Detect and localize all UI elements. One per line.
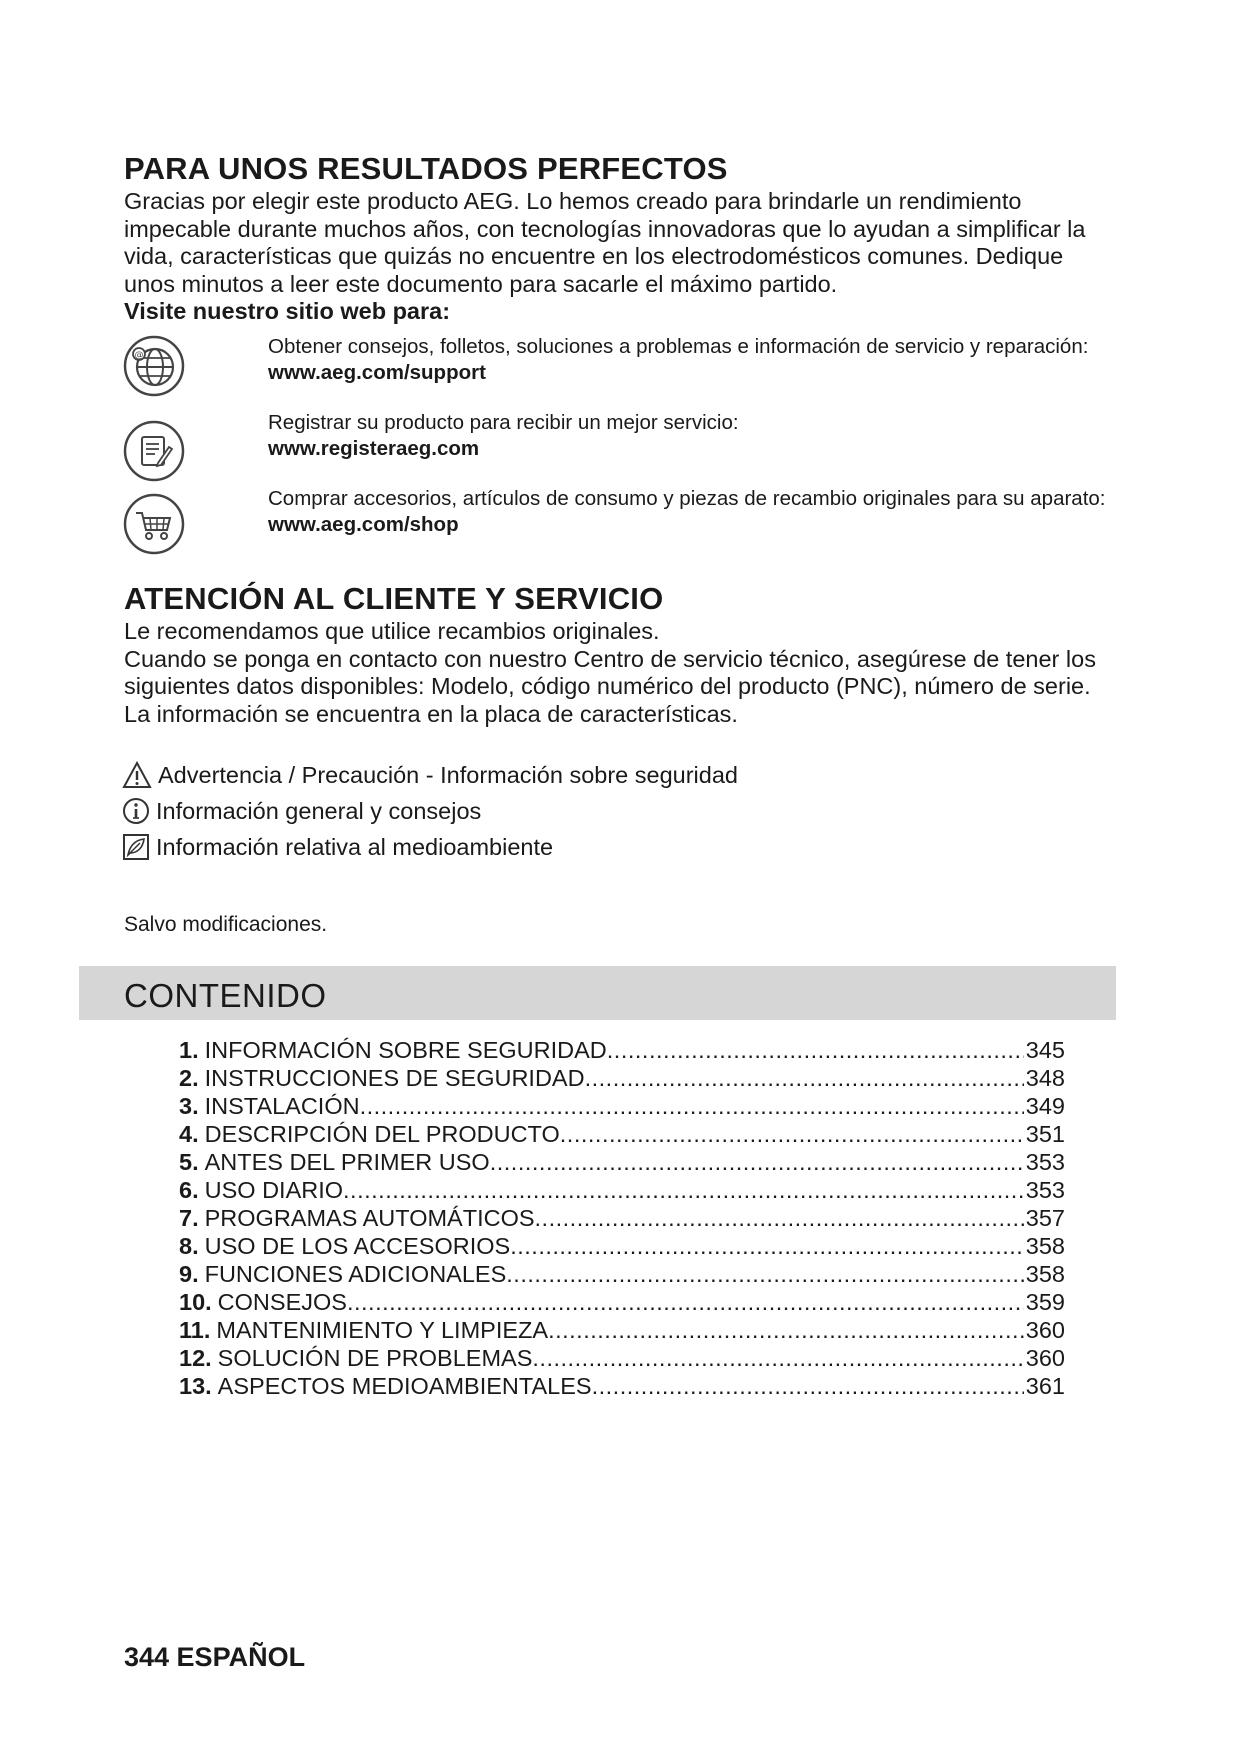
toc-item-number: 6. <box>179 1177 199 1203</box>
toc-item[interactable] <box>179 1148 1065 1176</box>
web-item-text: Registrar su producto para recibir un mejor servicio: <box>268 411 739 434</box>
register-link[interactable]: www.registeraeg.com <box>268 437 480 460</box>
intro-text: Gracias por elegir este producto AEG. Lo hemos creado para brindarle un rendimiento impecable durante muchos años, con tecnologías innovadoras que lo ayudan a simplificar la vida, características que quizás no encuentre en los electrodomésticos comunes. Dedique unos minutos a leer este documento para sacarle el máximo partido. <box>124 188 1086 297</box>
web-item-text: Obtener consejos, folletos, soluciones a problemas e información de servicio y reparación: <box>268 335 1089 358</box>
toc-item-page: 358 <box>1025 1261 1065 1287</box>
toc-leader <box>347 1288 1024 1316</box>
toc-item[interactable] <box>179 1232 1065 1260</box>
toc-item-page: 353 <box>1025 1177 1065 1203</box>
toc-item-label: CONSEJOS <box>217 1289 347 1315</box>
toc-item-page: 360 <box>1025 1317 1065 1343</box>
globe-icon <box>122 334 186 398</box>
toc-leader <box>585 1064 1024 1092</box>
intro-paragraph <box>124 188 1114 326</box>
toc-item-page: 360 <box>1025 1345 1065 1371</box>
toc-item-label: INSTRUCCIONES DE SEGURIDAD <box>204 1065 585 1091</box>
toc-item[interactable] <box>179 1316 1065 1344</box>
service-paragraph <box>124 618 1114 728</box>
web-item-text: Comprar accesorios, artículos de consumo y piezas de recambio originales para su aparato: <box>268 487 1106 510</box>
service-line-1: Le recomendamos que utilice recambios originales. <box>124 618 660 644</box>
toc-leader <box>360 1092 1024 1120</box>
toc-item-label: PROGRAMAS AUTOMÁTICOS <box>204 1205 535 1231</box>
toc-item-number: 12. <box>179 1345 212 1371</box>
toc-item-page: 353 <box>1025 1149 1065 1175</box>
toc-item-label: FUNCIONES ADICIONALES <box>204 1261 507 1287</box>
legend-text: Advertencia / Precaución - Información sobre seguridad <box>158 762 738 788</box>
svg-text:@: @ <box>134 350 144 361</box>
legend-text: Información general y consejos <box>156 798 482 824</box>
service-line-2: Cuando se ponga en contacto con nuestro Centro de servicio técnico, asegúrese de tener los siguientes datos disponibles: Modelo, código numérico del producto (PNC), número de serie. <box>124 645 1096 700</box>
service-line-3: La información se encuentra en la placa de características. <box>124 700 738 727</box>
toc-item-number: 4. <box>179 1121 199 1147</box>
toc-item-page: 361 <box>1025 1373 1065 1399</box>
legend-text: Información relativa al medioambiente <box>156 834 554 860</box>
toc-item[interactable] <box>179 1372 1065 1400</box>
toc-item-label: ANTES DEL PRIMER USO <box>204 1149 490 1175</box>
modifications-note: Salvo modificaciones. <box>124 913 328 936</box>
toc-item-number: 5. <box>179 1149 199 1175</box>
legend-info <box>122 797 481 825</box>
toc-item-label: MANTENIMIENTO Y LIMPIEZA <box>216 1317 549 1343</box>
register-icon <box>122 419 186 483</box>
toc-title: CONTENIDO <box>124 977 327 1014</box>
toc-item-page: 359 <box>1025 1289 1065 1315</box>
toc-item-label: ASPECTOS MEDIOAMBIENTALES <box>217 1373 592 1399</box>
toc-item-page: 351 <box>1025 1121 1065 1147</box>
toc-item-page: 345 <box>1025 1037 1065 1063</box>
warning-icon <box>122 761 152 789</box>
toc-item-page: 358 <box>1025 1233 1065 1259</box>
legend-warning <box>122 761 738 789</box>
toc-item-number: 2. <box>179 1065 199 1091</box>
toc-leader <box>607 1036 1024 1064</box>
toc-leader <box>535 1204 1024 1232</box>
table-of-contents <box>179 1036 1065 1400</box>
page-footer: 344 ESPAÑOL <box>124 1642 306 1672</box>
toc-item[interactable] <box>179 1204 1065 1232</box>
toc-leader <box>490 1148 1024 1176</box>
toc-leader <box>343 1176 1024 1204</box>
toc-item[interactable] <box>179 1260 1065 1288</box>
toc-item-page: 349 <box>1025 1093 1065 1119</box>
toc-item-number: 10. <box>179 1289 212 1315</box>
leaf-icon <box>122 833 150 861</box>
toc-leader <box>548 1316 1024 1344</box>
toc-item[interactable] <box>179 1064 1065 1092</box>
toc-item-label: USO DE LOS ACCESORIOS <box>204 1233 511 1259</box>
toc-item-number: 3. <box>179 1093 199 1119</box>
toc-item-label: DESCRIPCIÓN DEL PRODUCTO <box>204 1121 560 1147</box>
toc-item-label: USO DIARIO <box>204 1177 344 1203</box>
web-item-register <box>268 410 1108 462</box>
web-item-support <box>268 334 1108 386</box>
toc-item[interactable] <box>179 1176 1065 1204</box>
legend-environment <box>122 833 553 861</box>
toc-item-number: 11. <box>179 1317 211 1343</box>
shopping-cart-icon <box>122 492 186 556</box>
toc-item-page: 348 <box>1025 1065 1065 1091</box>
support-link[interactable]: www.aeg.com/support <box>268 361 486 384</box>
visit-label: Visite nuestro sitio web para: <box>124 298 451 325</box>
toc-item-page: 357 <box>1025 1205 1065 1231</box>
toc-item-number: 13. <box>179 1373 212 1399</box>
info-icon <box>122 797 150 825</box>
toc-item-number: 9. <box>179 1261 199 1287</box>
section-title-resultados: PARA UNOS RESULTADOS PERFECTOS <box>124 151 728 186</box>
toc-leader <box>532 1344 1023 1372</box>
web-item-shop <box>268 486 1108 538</box>
toc-item-label: INSTALACIÓN <box>204 1093 360 1119</box>
toc-leader <box>510 1232 1024 1260</box>
toc-item[interactable] <box>179 1344 1065 1372</box>
toc-leader <box>592 1372 1024 1400</box>
section-title-atencion: ATENCIÓN AL CLIENTE Y SERVICIO <box>124 581 664 616</box>
toc-item-number: 8. <box>179 1233 199 1259</box>
toc-item-number: 1. <box>179 1037 199 1063</box>
toc-item-number: 7. <box>179 1205 199 1231</box>
toc-item[interactable] <box>179 1288 1065 1316</box>
toc-item[interactable] <box>179 1092 1065 1120</box>
shop-link[interactable]: www.aeg.com/shop <box>268 513 459 536</box>
toc-item-label: SOLUCIÓN DE PROBLEMAS <box>217 1345 533 1371</box>
toc-item-label: INFORMACIÓN SOBRE SEGURIDAD <box>204 1037 607 1063</box>
toc-item[interactable] <box>179 1036 1065 1064</box>
toc-leader <box>506 1260 1024 1288</box>
toc-item[interactable] <box>179 1120 1065 1148</box>
toc-leader <box>560 1120 1024 1148</box>
